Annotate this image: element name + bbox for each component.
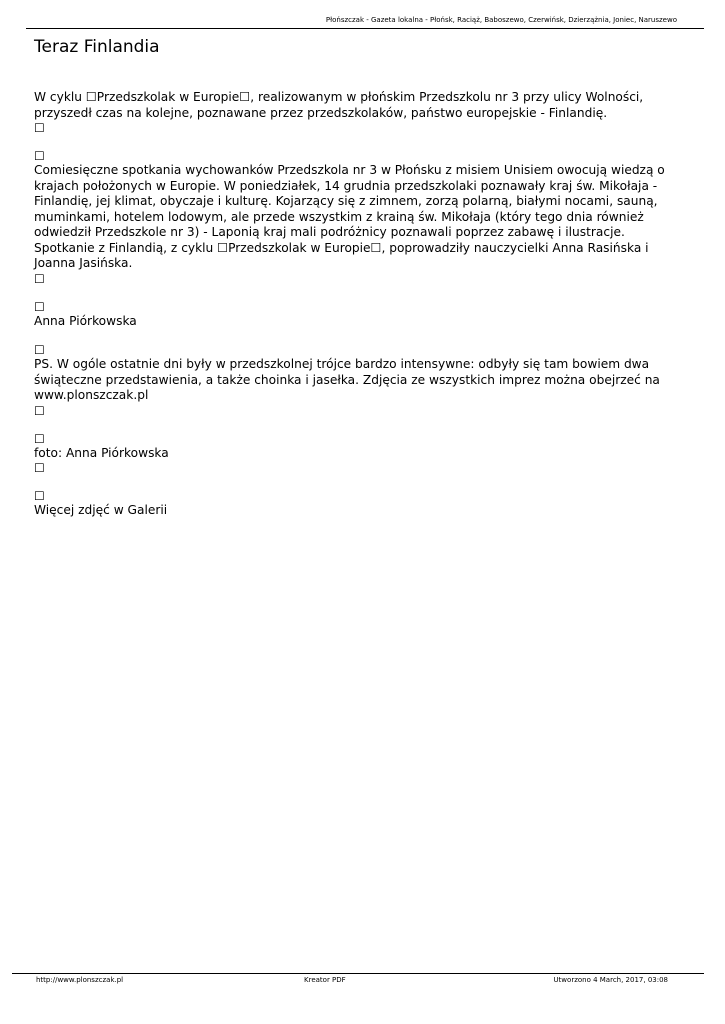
empty-box-glyph: ☐ [34, 431, 45, 446]
empty-box-glyph: ☐ [34, 121, 45, 135]
empty-box-glyph: ☐ [34, 489, 45, 503]
empty-box-glyph: ☐ [34, 271, 45, 286]
author-name: Anna Piórkowska [34, 313, 137, 328]
intro-paragraph: W cyklu ☐Przedszkolak w Europie☐, realizowanym w płońskim Przedszkolu nr 3 przy ulicy Wolności, przyszedł czas na kolejne, poznawane przez przedszkolaków, państwo europejskie - Finlandię. [34, 90, 644, 120]
empty-box-glyph: ☐ [34, 343, 45, 357]
empty-box-glyph: ☐ [34, 299, 45, 314]
footer-created-date: Utworzono 4 March, 2017, 03:08 [553, 976, 668, 984]
photo-credit: foto: Anna Piórkowska [34, 445, 169, 460]
footer-url[interactable]: http://www.plonszczak.pl [36, 976, 124, 984]
ps-paragraph: PS. W ogóle ostatnie dni były w przedszkolnej trójce bardzo intensywne: odbyły się tam bowiem dwa świąteczne przedstawienia, a także choinka i jasełka. Zdjęcia ze wszystkich imprez można obejrzeć na www.plonszczak.pl [34, 357, 660, 402]
empty-box-glyph: ☐ [34, 149, 45, 163]
footer-generator: Kreator PDF [304, 976, 346, 984]
empty-box-glyph: ☐ [34, 403, 45, 418]
article-body [34, 90, 674, 519]
footer-divider [12, 973, 704, 974]
article-title: Teraz Finlandia [34, 37, 160, 57]
gallery-link[interactable]: Więcej zdjęć w Galerii [34, 503, 168, 517]
main-paragraph: Comiesięczne spotkania wychowanków Przedszkola nr 3 w Płońsku z misiem Unisiem owocują wiedzą o krajach położonych w Europie. W poniedziałek, 14 grudnia przedszkolaki poznawały kraj św. Mikołaja - Finlandię, jej klimat, obyczaje i kulturę. Kojarzący się z zimnem, zorzą polarną, białymi nocami, sauną, muminkami, hotelem lodowym, ale przede wszystkim z krainą św. Mikołaja (który tego dnia również odwiedził Przedszkole nr 3) - Laponią kraj mali podróżnicy poznawali poprzez zabawę i ilustracje. Spotkanie z Finlandią, z cyklu ☐Przedszkolak w Europie☐, poprowadziły nauczycielki Anna Rasińska i Joanna Jasińska. [34, 163, 665, 270]
header-site-info: Płońszczak - Gazeta lokalna - Płońsk, Raciąż, Baboszewo, Czerwińsk, Dzierzążnia, Joniec, Naruszewo [325, 16, 677, 24]
empty-box-glyph: ☐ [34, 461, 45, 475]
header-divider [26, 28, 704, 29]
